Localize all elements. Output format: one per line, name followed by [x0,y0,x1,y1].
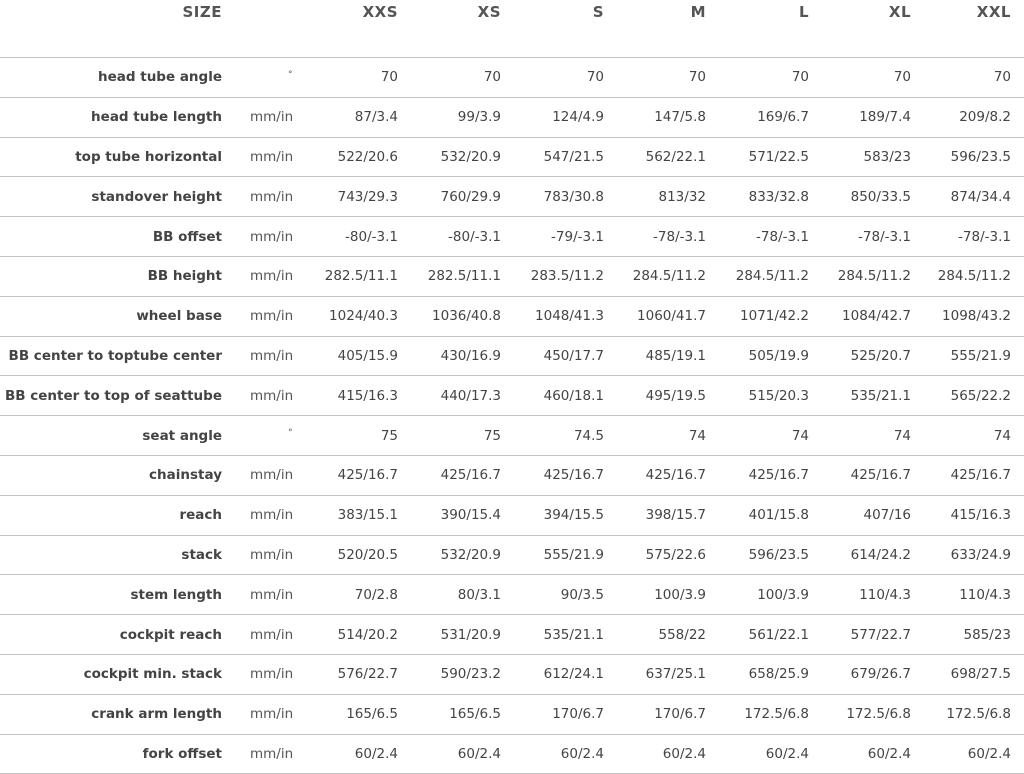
row-value: 60/2.4 [967,745,1011,762]
row-value: 612/24.1 [543,666,604,683]
row-unit: mm/in [250,109,294,126]
row-value: 637/25.1 [645,666,706,683]
row-value: 172.5/6.8 [846,706,911,723]
row-label: seat angle [142,427,222,444]
row-value: 390/15.4 [440,507,501,524]
row-value: 698/27.5 [950,666,1011,683]
row-value: 535/21.1 [543,626,604,643]
row-value: 1098/43.2 [942,308,1011,325]
row-value: 383/15.1 [337,507,398,524]
row-value: 522/20.6 [337,148,398,165]
row-value: 209/8.2 [959,109,1011,126]
row-value: 571/22.5 [748,148,809,165]
table-body [0,58,1024,774]
row-value: 90/3.5 [560,586,604,603]
table-row [0,655,1024,695]
row-value: 514/20.2 [337,626,398,643]
row-label: standover height [91,188,222,205]
row-value: 547/21.5 [543,148,604,165]
header-size-l: L [798,2,809,21]
row-value: 1036/40.8 [432,308,501,325]
row-value: 170/6.7 [552,706,604,723]
row-unit: mm/in [250,586,294,603]
row-value: 874/34.4 [950,188,1011,205]
row-value: -80/-3.1 [345,228,398,245]
row-value: 110/4.3 [859,586,911,603]
row-value: 74 [688,427,706,444]
row-value: 460/18.1 [543,387,604,404]
row-value: 70 [586,69,604,86]
header-size-xl: XL [888,2,911,21]
row-unit: mm/in [250,268,294,285]
row-value: 760/29.9 [440,188,501,205]
row-value: 80/3.1 [457,586,501,603]
row-value: 590/23.2 [440,666,501,683]
row-label: stack [181,546,222,563]
row-label: BB offset [152,228,222,245]
row-value: 147/5.8 [654,109,706,126]
row-value: 1084/42.7 [842,308,911,325]
row-value: 100/3.9 [757,586,809,603]
row-value: 658/25.9 [748,666,809,683]
row-label: fork offset [142,745,222,762]
row-value: 394/15.5 [543,507,604,524]
row-value: 495/19.5 [645,387,706,404]
table-row [0,735,1024,774]
header-size-xs: XS [477,2,501,21]
table-row [0,416,1024,456]
table-row [0,456,1024,496]
row-value: 165/6.5 [346,706,398,723]
row-value: 1048/41.3 [535,308,604,325]
row-value: 284.5/11.2 [735,268,809,285]
table-row [0,337,1024,377]
table-row [0,177,1024,217]
row-label: crank arm length [91,706,222,723]
row-value: 100/3.9 [654,586,706,603]
row-value: 282.5/11.1 [324,268,398,285]
table-row [0,536,1024,576]
row-value: 575/22.6 [645,546,706,563]
row-value: 532/20.9 [440,546,501,563]
row-value: 425/16.7 [950,467,1011,484]
header-size-m: M [690,2,706,21]
row-value: 561/22.1 [748,626,809,643]
table-row [0,496,1024,536]
row-unit: mm/in [250,188,294,205]
row-value: 596/23.5 [748,546,809,563]
row-value: 1024/40.3 [329,308,398,325]
row-label: cockpit reach [119,626,222,643]
table-row [0,695,1024,735]
row-label: BB center to toptube center [8,347,222,364]
row-value: 425/16.7 [748,467,809,484]
row-value: 70/2.8 [354,586,398,603]
row-value: 525/20.7 [850,347,911,364]
row-value: 515/20.3 [748,387,809,404]
table-header-row [0,0,1024,23]
table-row [0,58,1024,98]
row-unit: mm/in [250,706,294,723]
header-size-label: SIZE [182,2,222,21]
row-value: 124/4.9 [552,109,604,126]
row-value: 60/2.4 [354,745,398,762]
row-value: 75 [483,427,501,444]
row-value: 165/6.5 [449,706,501,723]
row-unit: mm/in [250,507,294,524]
row-value: 850/33.5 [850,188,911,205]
row-label: BB height [147,268,222,285]
row-value: 565/22.2 [950,387,1011,404]
table-row [0,376,1024,416]
table-row [0,217,1024,257]
header-size-xxs: XXS [362,2,398,21]
row-value: 70 [688,69,706,86]
row-unit: ° [288,428,293,439]
row-value: 743/29.3 [337,188,398,205]
row-value: 562/22.1 [645,148,706,165]
row-value: -78/-3.1 [958,228,1011,245]
table-row [0,575,1024,615]
row-value: 532/20.9 [440,148,501,165]
row-unit: mm/in [250,467,294,484]
row-value: 87/3.4 [354,109,398,126]
row-value: 60/2.4 [662,745,706,762]
row-value: 576/22.7 [337,666,398,683]
row-value: 679/26.7 [850,666,911,683]
row-value: 401/15.8 [748,507,809,524]
row-value: 74 [893,427,911,444]
table-row [0,297,1024,337]
row-value: -78/-3.1 [653,228,706,245]
row-value: 74.5 [573,427,604,444]
row-value: 283.5/11.2 [530,268,604,285]
row-value: 284.5/11.2 [837,268,911,285]
row-label: BB center to top of seattube [4,387,222,404]
row-value: 425/16.7 [645,467,706,484]
row-value: 558/22 [658,626,706,643]
row-unit: ° [288,70,293,80]
row-value: 284.5/11.2 [937,268,1011,285]
row-value: 1060/41.7 [637,308,706,325]
row-value: 425/16.7 [850,467,911,484]
row-value: 405/15.9 [337,347,398,364]
row-value: 531/20.9 [440,626,501,643]
row-value: 74 [791,427,809,444]
row-value: 70 [893,69,911,86]
row-value: 415/16.3 [950,507,1011,524]
row-value: 440/17.3 [440,387,501,404]
row-unit: mm/in [250,546,294,563]
row-value: 555/21.9 [950,347,1011,364]
row-value: 577/22.7 [850,626,911,643]
row-value: -80/-3.1 [448,228,501,245]
row-value: 585/23 [963,626,1011,643]
table-row [0,138,1024,178]
row-value: 74 [993,427,1011,444]
row-label: cockpit min. stack [83,666,222,683]
row-label: top tube horizontal [75,148,222,165]
row-value: 425/16.7 [440,467,501,484]
row-value: 425/16.7 [337,467,398,484]
header-size-xxl: XXL [976,2,1011,21]
table-row [0,98,1024,138]
row-value: 172.5/6.8 [744,706,809,723]
row-unit: mm/in [250,745,294,762]
row-label: head tube angle [98,69,222,86]
row-value: 172.5/6.8 [946,706,1011,723]
row-value: 75 [380,427,398,444]
row-value: 407/16 [863,507,911,524]
row-value: 555/21.9 [543,546,604,563]
row-value: 485/19.1 [645,347,706,364]
row-value: 282.5/11.1 [427,268,501,285]
table-row [0,257,1024,297]
row-value: 583/23 [863,148,911,165]
row-value: 189/7.4 [859,109,911,126]
row-unit: mm/in [250,626,294,643]
row-value: 70 [483,69,501,86]
row-value: -78/-3.1 [858,228,911,245]
row-value: 70 [380,69,398,86]
row-label: chainstay [149,467,222,484]
row-unit: mm/in [250,308,294,325]
row-value: 110/4.3 [959,586,1011,603]
row-value: 170/6.7 [654,706,706,723]
row-value: 169/6.7 [757,109,809,126]
row-value: 535/21.1 [850,387,911,404]
row-value: 99/3.9 [457,109,501,126]
row-value: 614/24.2 [850,546,911,563]
row-value: 284.5/11.2 [632,268,706,285]
row-value: 813/32 [658,188,706,205]
row-value: 60/2.4 [560,745,604,762]
row-value: 520/20.5 [337,546,398,563]
row-unit: mm/in [250,347,294,364]
row-value: -79/-3.1 [551,228,604,245]
header-spacer [0,23,1024,58]
row-value: 450/17.7 [543,347,604,364]
row-value: 70 [791,69,809,86]
table-row [0,615,1024,655]
row-label: reach [179,507,222,524]
row-value: 596/23.5 [950,148,1011,165]
row-value: 633/24.9 [950,546,1011,563]
row-value: 60/2.4 [765,745,809,762]
row-unit: mm/in [250,148,294,165]
row-value: 60/2.4 [867,745,911,762]
row-value: 60/2.4 [457,745,501,762]
row-unit: mm/in [250,387,294,404]
row-value: 833/32.8 [748,188,809,205]
row-value: -78/-3.1 [756,228,809,245]
row-unit: mm/in [250,228,294,245]
row-unit: mm/in [250,666,294,683]
row-value: 70 [993,69,1011,86]
row-label: wheel base [136,308,222,325]
header-size-s: S [592,2,604,21]
row-value: 430/16.9 [440,347,501,364]
row-label: head tube length [91,109,222,126]
row-value: 425/16.7 [543,467,604,484]
row-value: 415/16.3 [337,387,398,404]
row-value: 1071/42.2 [740,308,809,325]
row-value: 505/19.9 [748,347,809,364]
row-label: stem length [130,586,222,603]
row-value: 783/30.8 [543,188,604,205]
row-value: 398/15.7 [645,507,706,524]
